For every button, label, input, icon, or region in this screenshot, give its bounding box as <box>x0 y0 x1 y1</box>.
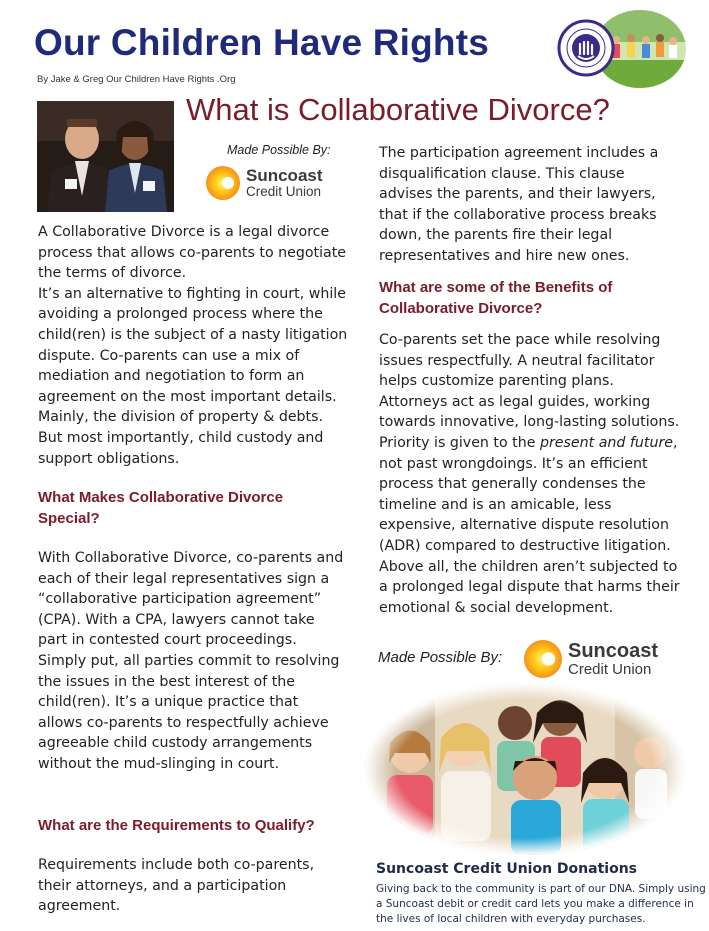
page-title: Our Children Have Rights <box>34 22 490 63</box>
credit-union-name: Credit Union <box>246 184 322 200</box>
suncoast-name: Suncoast <box>246 166 323 186</box>
special-paragraph: With Collaborative Divorce, co-parents and each of their legal representatives sign a “collaborative participation agreement” (CPA). With a CPA, lawyers cannot take part in contested court proceedings. Simply put, all parties commit to resolving the issues in the best interest of the child(ren). It’s a unique practice that allows co-parents to respectfully achieve agreeable child custody arrangements without the mud-slinging in court. <box>38 550 344 772</box>
founders-photo <box>37 101 174 212</box>
children-photo <box>365 683 685 855</box>
kids-playing-photo <box>556 10 686 88</box>
benefits-paragraph <box>379 330 681 618</box>
organization-emblem <box>556 10 686 88</box>
donations-text: Giving back to the community is part of our DNA. Simply using a Suncoast debit or credit card lets you make a difference in the lives of local children with everyday purchases. <box>376 883 706 925</box>
article-title: What is Collaborative Divorce? <box>186 92 610 127</box>
sun-icon <box>524 640 562 678</box>
donations-title: Suncoast Credit Union Donations <box>376 861 637 877</box>
requirements-heading: What are the Requirements to Qualify? <box>38 817 315 834</box>
requirements-paragraph: Requirements include both co-parents, their attorneys, and a participation agreement. <box>38 857 315 915</box>
participation-paragraph: The participation agreement includes a disqualification clause. This clause advises the parents, and their lawyers, that if the collaborative process breaks down, the parents fire their legal representatives and hire new ones. <box>379 145 659 264</box>
suncoast-logo-bottom <box>524 640 658 678</box>
benefits-heading: What are some of the Benefits of Collaborative Divorce? <box>379 279 613 317</box>
byline: By Jake & Greg Our Children Have Rights .Org <box>37 74 236 85</box>
sun-icon <box>206 166 240 200</box>
benefits-emphasis: present and future <box>539 434 674 451</box>
suncoast-name: Suncoast <box>568 640 659 662</box>
benefits-text-b: , not past wrongdoings. It’s an efficient process that generally condenses the timeline and is an amicable, less expensive, alternative dispute resolution (ADR) compared to destructive litigation. Above all, the children aren’t subjected to a prolonged legal dispute that harms their emotional & social development. <box>379 434 680 616</box>
suncoast-logo-top <box>206 166 323 200</box>
made-possible-label-top: Made Possible By: <box>227 143 331 157</box>
made-possible-label-bottom: Made Possible By: <box>378 649 503 666</box>
special-heading: What Makes Collaborative Divorce Special? <box>38 489 284 527</box>
credit-union-name: Credit Union <box>568 661 652 678</box>
benefits-text-a: Co-parents set the pace while resolving issues respectfully. A neutral facilitator helps customize parenting plans. Attorneys act as legal guides, working towards innovative, long-lasting solutions. Priority is given to the <box>379 332 680 451</box>
intro-paragraph: A Collaborative Divorce is a legal divorce process that allows co-parents to negotiate the terms of divorce. It’s an alternative to fighting in court, while avoiding a prolonged process where the child(ren) is the subject of a nasty litigation dispute. Co-parents can use a mix of mediation and negotiation to form an agreement on the most important details. Mainly, the division of property & debts. But most importantly, child custody and support obligations. <box>38 224 348 467</box>
